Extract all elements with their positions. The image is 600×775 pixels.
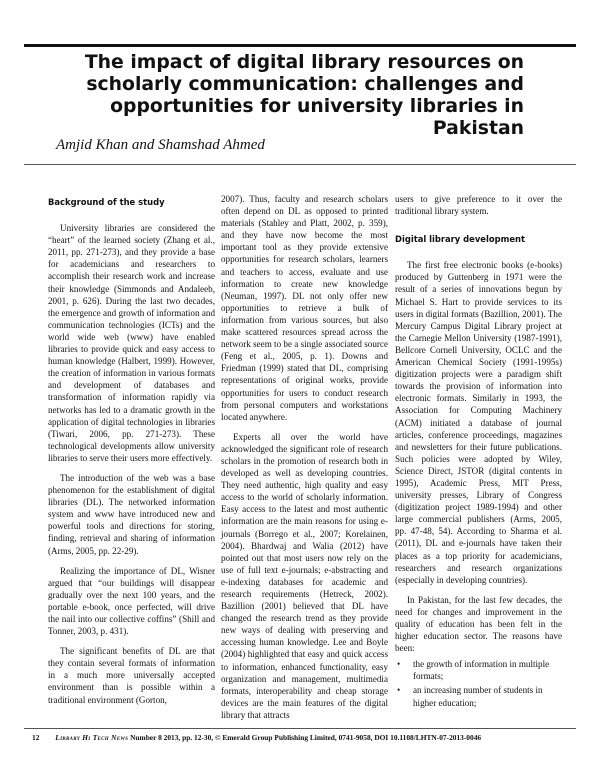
list-item-text: the growth of information in multiple formats; [413, 659, 550, 682]
paragraph: The introduction of the web was a base phenomenon for the establishment of digital libraries (DL). The networked information system and www have introduced new and powerful tools and directions for storing, finding, retrieval and sharing of information (Arms, 2005, pp. 22-29). [48, 472, 215, 556]
list-item-text: an increasing number of students in higher education; [413, 685, 543, 708]
journal-name: Library Hi Tech News [55, 733, 129, 742]
citation-line: Number 8 2013, pp. 12-30, © Emerald Group Publishing Limited, 0741-9058, DOI 10.1108/LHTN-07-2013-0046 [130, 733, 482, 742]
paragraph: The first free electronic books (e-books) produced by Guttenberg in 1971 were the result of a series of innovations begun by Michael S. Hart to provide services to its users in digital formats (Bazillion, 2001). The Mercury Campus Digital Library project at the Carnegie Mellon University (1987-1991), Bellcore Cornell University, OCLC and the American Chemical Society (1991-1995s) digitization projects were a paradigm shift towards the provision of information into electronic formats. Similarly in 1993, the Association for Computing Machinery (ACM) initiated a database of journal articles, conference proceedings, magazines and newsletters for their future publications. Such policies were adopted by Wiley, Science Direct, JSTOR (digital contents in 1995), Academic Press, MIT Press, university presses, Library of Congress (digitization project 1989-1994) and other large commercial publishers (Arms, 2005, pp. 47-48, 54). According to Sharma et al. (2011), DL and e-journals have taken their places as a top priority for academicians, researchers and research organizations (especially in developing countries). [395, 260, 562, 585]
paragraph: Experts all over the world have acknowledged the significant role of research scholars in the promotion of research both in developed as well as developing countries. They need authentic, high quality and easy access to the world of scholarly information. Easy access to the latest and most authentic information are the main reasons for using e-journals (Borrego et al., 2007; Korelainen, 2004). Bhardwaj and Walia (2012) have pointed out that most users now rely on the use of full text e-journals; e-abstracting and e-indexing databases for academic and research requirements (Hetreck, 2002). Bazillion (2001) believed that DL have changed the research trend as they provide new ways of dealing with preserving and accessing human knowledge. Lee and Boyle (2004) highlighted that easy and quick access to information, enhanced functionality, easy organization and management, multimedia formats, interoperability and cheap storage devices are the main features of the digital library that attracts [221, 431, 388, 720]
paragraph: users to give preference to it over the traditional library system. [395, 194, 562, 217]
paragraph: University libraries are considered the “heart” of the learned society (Zhang et al., 2011, pp. 271-273), and they provide a base for academicians and researchers to accomplish their research work and increase their knowledge (Simmonds and Andaleeb, 2001, p. 626). During the last two decades, the emergence and growth of information and communication technologies (ICTs) and the world wide web (www) have enabled libraries to provide quick and easy access to human knowledge (Halbert, 1999). However, the creation of information in various formats and development of databases and transformation of information rapidly via networks has led to a dramatic growth in the application of digital technologies in libraries (Tiwari, 2006, pp. 271-273). These technological developments allow university libraries to serve their users more effectively. [48, 223, 215, 463]
paragraph: The significant benefits of DL are that they contain several formats of information in a much more universally accepted environment than is possible within a traditional environment (Gorton, [48, 646, 215, 705]
bullet-icon: • [397, 685, 401, 696]
article-title: The impact of digital library resources on scholarly communication: challenges and opportunities for university libraries in Pakistan [84, 52, 524, 139]
list-item [395, 658, 562, 682]
page-footer [32, 733, 576, 742]
bullet-list [395, 658, 562, 708]
bullet-icon: • [397, 659, 401, 670]
paragraph: 2007). Thus, faculty and research scholars often depend on DL as opposed to printed materials (Stahley and Platt, 2002, p. 359), and they have now become the most important tool as they provide extensive opportunities for research scholars, learners and teachers to access, evaluate and use information to create new knowledge (Neuman, 1997). DL not only offer new opportunities to retrieve a bulk of information from various sources, but also make scattered resources spread across the network seem to be a single associated source (Feng et al., 2005, p. 1). Downs and Friedman (1999) stated that DL, comprising representations of original works, provide opportunities for users to conduct research from personal computers and workstations located anywhere. [221, 194, 388, 422]
section-heading-development: Digital library development [395, 234, 525, 245]
article-authors: Amjid Khan and Shamshad Ahmed [56, 137, 265, 153]
paragraph: In Pakistan, for the last few decades, the need for changes and improvement in the quality of education has been felt in the higher education sector. The reasons have been: [395, 594, 562, 654]
column-1 [48, 196, 215, 706]
page-number: 12 [32, 733, 40, 742]
section-heading-background: Background of the study [48, 197, 165, 207]
list-item [395, 684, 562, 708]
top-rule [24, 44, 576, 47]
paragraph: Realizing the importance of DL, Wisner argued that “our buildings will disappear gradually over the next 100 years, and the portable e-book, once perfected, will drive the nail into our collective coffins” (Shill and Tonner, 2003, p. 431). [48, 565, 215, 637]
column-3 [395, 193, 562, 711]
header-rule [24, 164, 576, 165]
column-2 [221, 193, 388, 721]
footer-rule [24, 728, 576, 729]
